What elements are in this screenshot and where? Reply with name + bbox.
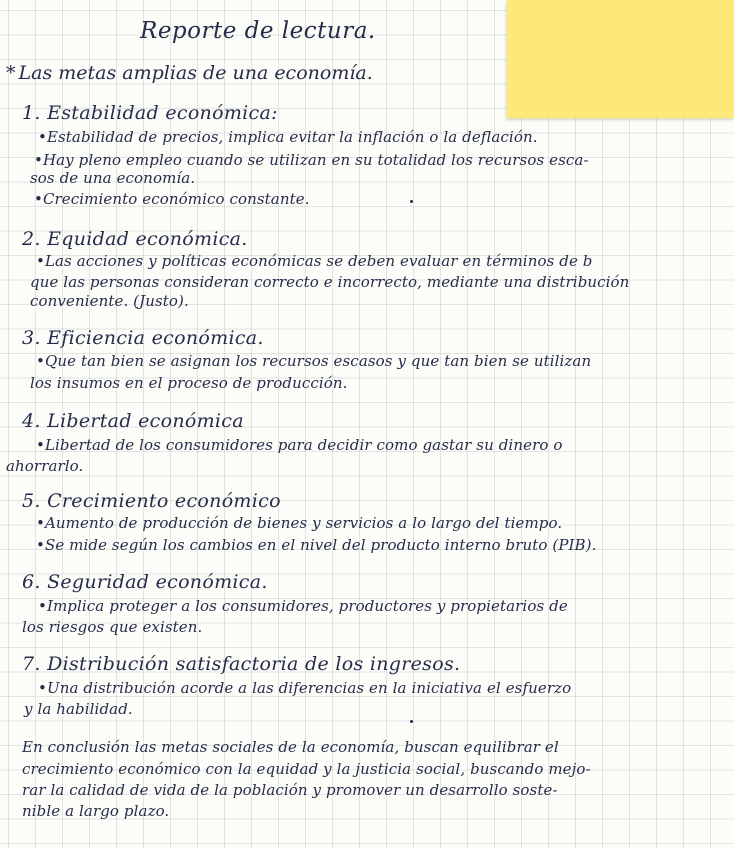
section-2-line-1: •Las acciones y políticas económicas se deben evaluar en términos de b	[36, 252, 593, 270]
section-heading-5: 5. Crecimiento económico	[22, 490, 281, 512]
section-5-line-1: •Aumento de producción de bienes y servicios a lo largo del tiempo.	[36, 514, 563, 532]
section-heading-2: 2. Equidad económica.	[22, 228, 248, 250]
section-7-line-2: y la habilidad.	[24, 700, 133, 718]
conclusion-line-4: nible a largo plazo.	[22, 802, 170, 820]
section-7-line-1: •Una distribución acorde a las diferencias en la iniciativa el esfuerzo	[38, 679, 572, 697]
section-1-line-1: •Estabilidad de precios, implica evitar la inflación o la deflación.	[38, 128, 538, 146]
ink-dot	[410, 200, 413, 203]
section-heading-7: 7. Distribución satisfactoria de los ingresos.	[22, 653, 461, 675]
section-6-line-2: los riesgos que existen.	[22, 618, 203, 636]
section-1-line-3: sos de una economía.	[30, 169, 196, 187]
conclusion-line-2: crecimiento económico con la equidad y la justicia social, buscando mejo-	[22, 760, 591, 778]
section-4-line-1: •Libertad de los consumidores para decidir como gastar su dinero o	[36, 436, 563, 454]
conclusion-line-3: rar la calidad de vida de la población y promover un desarrollo soste-	[22, 781, 558, 799]
conclusion-line-1: En conclusión las metas sociales de la economía, buscan equilibrar el	[22, 738, 559, 756]
section-2-line-2: que las personas consideran correcto e incorrecto, mediante una distribución	[30, 273, 630, 291]
ink-dot	[410, 720, 413, 723]
section-1-line-4: •Crecimiento económico constante.	[34, 190, 310, 208]
section-4-line-2: ahorrarlo.	[6, 457, 84, 475]
page-title: Reporte de lectura.	[140, 18, 376, 44]
section-3-line-1: •Que tan bien se asignan los recursos escasos y que tan bien se utilizan	[36, 352, 592, 370]
section-1-line-2: •Hay pleno empleo cuando se utilizan en su totalidad los recursos esca-	[34, 151, 589, 169]
section-heading-4: 4. Libertad económica	[22, 410, 244, 432]
intro-text: Las metas amplias de una economía.	[18, 62, 373, 84]
section-heading-1: 1. Estabilidad económica:	[22, 102, 278, 124]
section-heading-6: 6. Seguridad económica.	[22, 571, 268, 593]
section-2-line-3: conveniente. (Justo).	[30, 292, 189, 310]
section-6-line-1: •Implica proteger a los consumidores, productores y propietarios de	[38, 597, 568, 615]
section-3-line-2: los insumos en el proceso de producción.	[30, 374, 348, 392]
intro-bullet: *	[6, 62, 16, 84]
section-heading-3: 3. Eficiencia económica.	[22, 327, 264, 349]
section-5-line-2: •Se mide según los cambios en el nivel del producto interno bruto (PIB).	[36, 536, 597, 554]
